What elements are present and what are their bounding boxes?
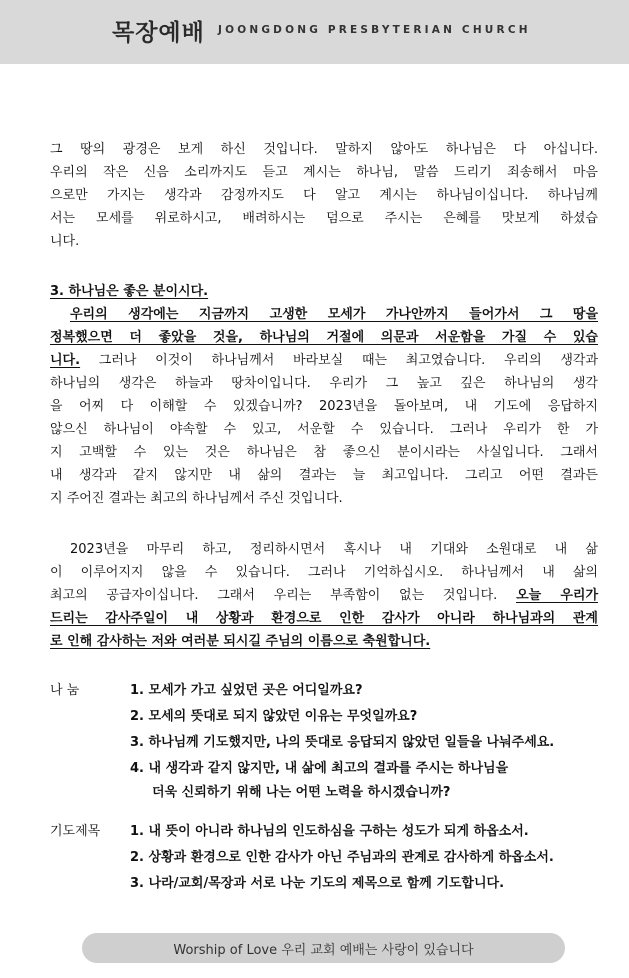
header-subtitle: JOONGDONG PRESBYTERIAN CHURCH — [218, 24, 531, 36]
paragraph-line: 내 생각과 같지 않지만 내 삶의 결과는 늘 최고입니다. 그리고 어떤 결과든 — [50, 468, 598, 483]
paragraph-line-bold: 정복했으면 더 좋았을 것을, 하나님의 거절에 의문과 서운함을 가질 수 있습 — [50, 330, 598, 345]
bold-fragment: 오늘 우리가 — [516, 588, 598, 603]
paragraph-line: 을 어찌 다 이해할 수 있겠습니까? 2023년을 돌아보며, 내 기도에 응답하지 — [50, 399, 598, 414]
normal-fragment: 최고의 공급자이십니다. 그래서 우리는 부족함이 없는 것입니다. — [50, 588, 517, 603]
sharing-question-continued: 더욱 신뢰하기 위해 나는 어떤 노력을 하시겠습니까? — [152, 785, 451, 800]
paragraph-line: 이 이루어지지 않을 수 있습니다. 그러나 기억하십시오. 하나님께서 내 삶의 — [50, 565, 598, 580]
sharing-question: 2. 모세의 뜻대로 되지 않았던 이유는 무엇일까요? — [130, 709, 418, 724]
prayer-item: 3. 나라/교회/목장과 서로 나눈 기도의 제목으로 함께 기도합니다. — [130, 876, 505, 891]
paragraph-line: 하나님의 생각은 하늘과 땅차이입니다. 우리가 그 높고 깊은 하나님의 생각 — [50, 376, 598, 391]
paragraph-line-mixed — [50, 585, 598, 607]
paragraph-line-bold: 우리의 생각에는 지금까지 고생한 모세가 가나안까지 들어가서 그 땅을 — [70, 307, 598, 322]
paragraph-line: 니다. — [50, 234, 80, 249]
paragraph-line: 서는 모세를 위로하시고, 배려하시는 덤으로 주시는 은혜를 맛보게 하셨습 — [50, 211, 598, 226]
paragraph-line: 2023년을 마무리 하고, 정리하시면서 혹시나 내 기대와 소원대로 내 삶 — [70, 542, 598, 557]
bold-fragment: 니다. — [50, 353, 81, 368]
paragraph-line: 지 고백할 수 있는 것은 하나님은 참 좋으신 분이시라는 사실입니다. 그래서 — [50, 445, 598, 460]
sharing-question: 4. 내 생각과 같지 않지만, 내 삶에 최고의 결과를 주시는 하나님을 — [130, 761, 509, 776]
paragraph-line: 그 땅의 광경은 보게 하신 것입니다. 말하지 않아도 하나님은 다 아십니다. — [50, 142, 598, 157]
sharing-label: 나 눔 — [50, 683, 80, 698]
sharing-question: 1. 모세가 가고 싶었던 곳은 어디일까요? — [130, 683, 363, 698]
paragraph-line: 않으신 하나님이 야속할 수 있고, 서운할 수 있습니다. 그러나 우리가 한 가 — [50, 422, 598, 437]
sharing-question: 3. 하나님께 기도했지만, 나의 뜻대로 응답되지 않았던 일들을 나눠주세요. — [130, 735, 555, 750]
normal-fragment: 그러나 이것이 하나님께서 바라보실 때는 최고였습니다. 우리의 생각과 — [80, 353, 598, 368]
paragraph-line: 우리의 작은 신음 소리까지도 듣고 계시는 하나님, 말씀 드리기 죄송해서 마음 — [50, 165, 598, 180]
prayer-item: 1. 내 뜻이 아니라 하나님의 인도하심을 구하는 성도가 되게 하옵소서. — [130, 824, 529, 839]
paragraph-line: 지 주어진 결과는 최고의 하나님께서 주신 것입니다. — [50, 491, 343, 506]
footer-banner — [82, 933, 565, 963]
paragraph-line-bold: 로 인해 감사하는 저와 여러분 되시길 주님의 이름으로 축원합니다. — [50, 634, 431, 649]
section-heading: 3. 하나님은 좋은 분이시다. — [50, 284, 209, 299]
header-title: 목장예배 — [112, 20, 205, 46]
paragraph-line-mixed — [50, 350, 598, 372]
prayer-label: 기도제목 — [50, 824, 101, 839]
paragraph-line: 으로만 가지는 생각과 감정까지도 다 알고 계시는 하나님이십니다. 하나님께 — [50, 188, 598, 203]
page-header — [0, 0, 629, 64]
footer-text: Worship of Love 우리 교회 예배는 사랑이 있습니다 — [173, 942, 474, 958]
prayer-item: 2. 상황과 환경으로 인한 감사가 아닌 주님과의 관계로 감사하게 하옵소서. — [130, 850, 554, 865]
paragraph-line-bold: 드리는 감사주일이 내 상황과 환경으로 인한 감사가 아니라 하나님과의 관계 — [50, 611, 598, 626]
